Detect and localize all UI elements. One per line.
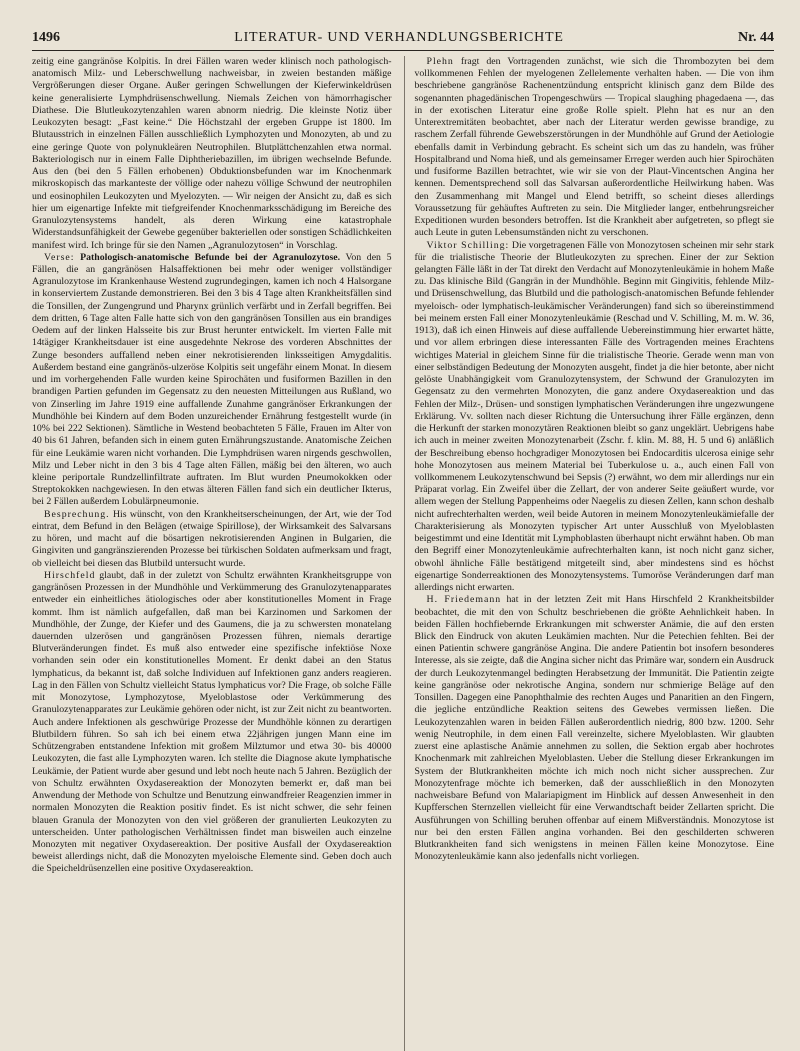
speaker-name: H. Friedemann bbox=[426, 594, 502, 606]
paragraph bbox=[32, 570, 392, 876]
paragraph bbox=[415, 56, 775, 240]
running-title: LITERATUR- UND VERHANDLUNGSBERICHTE bbox=[234, 30, 564, 45]
paragraph-text: Die vorgetragenen Fälle von Monozytosen scheinen mir sehr stark für die trialistische Theorie der Blutleukozyten zu sprechen. Einer der zur Sektion gelangten Fälle läßt in der Tat direkt den Verdacht auf Monozytenleukämie in hohem Maße zu. Das klinische Bild (Gangrän in der Mundhöhle. Beginn mit Gingivitis, fehlende Milz- und Drüsenschwellung, das Blutbild und die pathologisch-anatomischen Befunde fehlender myeloisch- oder lymphatisch-leukämischer Veränderungen) fand sich so übereinstimmend bei meinem ersten Fall einer Monozytenleukämie (Reschad und V. Schilling, M. m. W. 36, 1913), daß ich einen Hinweis auf diese auffallende Uebereinstimmung hier erwartet hätte, und vor allem erbringen diese interessanten Fälle des Vortragenden meines Erachtens wichtiges Material in gleichem Sinne für die trialistische Theorie. Gerade wenn man von einer selbständigen Bedeutung der Monozyten ausgeht, findet ja die hier betonte, aber nicht gelöste Unabhängigkeit vom Granulozytensystem, der Schwund der Granulozyten im Gegensatz zu den vermehrten Monozyten, die ganz andere Oxydasereaktion und das Fehlen der Milz-, Drüsen- und sonstigen lymphatischen Veränderungen ihre ungezwungene Erklärung. Vv. sollten nach dieser Richtung die Untersuchung ihrer Fälle ergänzen, denn die Herkunft der starken monozytären Reaktionen bleibt so ganz ungeklärt. Uebrigens habe ich auch in meiner zweiten Monozytenarbeit (Zschr. f. klin. M. 88, H. 5 und 6) anläßlich der Beschreibung ebenso hochgradiger Monozytosen bei Endocarditis ulcerosa einige sehr hohe Monozytosen aus meinem Material bei Tuberkulose u. a., auch einen Fall von vollkommenem Leukozytenschwund bei Sepsis (?) erwähnt, wo dem mir allerdings nur ein Präparat vorlag. Ein Zweifel über die Zellart, der von anderer Seite geäußert wurde, vor allem wegen der Stellung Pappenheims oder Naegelis zu diesen Zellen, kann schon deshalb nicht aufrechterhalten werden, weil beide Autoren in meinem Monozytenleukämiefalle der Charakterisierung als Monozyten typischer Art unter Ausschluß von Myeloblasten beigestimmt und eine Identität mit Lymphoblasten überhaupt nicht erwähnt haben. Ob man den Begriff einer Monozytenleukämie aufrechterhalten kann, ist noch nicht ganz sicher, obwohl ähnliche Fälle bestätigend mitgeteilt sind, aber mindestens sind es höchst eigenartige Sonderreaktionen des Monozytensystems. Tumoröse Veränderungen darf man allerdings nicht erwarten. bbox=[414, 239, 774, 594]
page-header bbox=[32, 30, 774, 51]
paragraph-text: Von den 5 Fällen, die an gangränösen Halsaffektionen bei mehr oder weniger vollständiger Agranulozytose im Krankenhause Westend zugrundegingen, kamen ich noch 4 Halsorgane in konserviertem Zustande demonstrieren. Bei den 3 bis 4 Tage alten Krankheitsfällen sind die Tonsillen, der Zungengrund und Pharynx grünlich verfärbt und in Zerfall begriffen. Bei dem dritten, 6 Tage alten Falle hatte sich von den gangränösen Tonsillen aus ein brandiges Oedem auf der linken Halsseite bis zur Brust herunter entwickelt. Im vierten Falle mit 14tägiger Krankheitsdauer ist eine ausgedehnte Nekrose des vorderen Abschnittes der Zunge besonders auffallend neben einer nekrotisierenden linksseitigen Amygdalitis. Außerdem bestand eine gangränös-ulzeröse Kolpitis seit ungefähr einem Monat. In diesem und im vorhergehenden Falle wurden keine Spirochäten und fusiformen Bazillen in den brandigen Partien gefunden im Gegensatz zu den neuesten Mitteilungen aus Rußland, wo von Zinserling im Jahre 1919 eine auffallende Zunahme gangränöser Erkrankungen der Mundhöhle bei Kindern auf dem Boden unzureichender Ernährung festgestellt wurde (in 10% bei 222 Sektionen). Sämtliche in Westend beobachteten 5 Fälle, Frauen im Alter von 40 bis 61 Jahren, befanden sich in einem guten Ernährungszustande. Anatomische Zeichen für eine Leukämie waren nicht vorhanden. Die Lymphdrüsen waren nirgends geschwollen, Milz und Leber nicht in den 3 bis 4 Tage alten Fällen, mäßig bei den älteren, wo auch kleine periportale Rundzellinfiltrate auftraten. Im Blut wurden Pneumokokken oder Streptokokken nachgewiesen. In den etwas älteren Fällen fand sich ein deutlicher Ikterus, bei 2 Fällen außerdem Lobulärpneumonie. bbox=[32, 251, 392, 508]
issue-number: Nr. 44 bbox=[737, 30, 774, 45]
speaker-name: Viktor Schilling: bbox=[426, 239, 510, 251]
speaker-name: Hirschfeld bbox=[44, 569, 96, 581]
speaker-name: Verse: bbox=[44, 251, 75, 263]
paragraph bbox=[415, 594, 775, 863]
section-heading: Pathologisch-anatomische Befunde bei der Agranulozytose. bbox=[80, 251, 341, 263]
paragraph-text: hat in der letzten Zeit mit Hans Hirschfeld 2 Krankheitsbilder beobachtet, die mit den von Schultz beschriebenen die größte Aehnlichkeit haben. In beiden Fällen hochfiebernde Erkrankungen mit schwerster Anämie, die auf den ersten Blick den Eindruck von akuten Leukämien machten. Nur die Petechien fehlten. Bei der einen Patientin schwere gangränöse Angina. Die andere Patientin bot insofern besonderes Interesse, als sie zeigte, daß die Angina sicher nicht das Primäre war, sondern ein Ausdruck der durch Leukozytenmangel bedingten Herabsetzung der Immunität. Die Patientin zeigte keine gangränöse oder nekrotische Angina, sondern nur schmierige Beläge auf den Tonsillen. Dagegen eine Panophthalmie des rechten Auges und Panaritien an den Fingern, die jegliche entzündliche Reaktion seitens des Gewebes vermissen ließen. Die Leukozytenzahlen waren in beiden Fällen außerordentlich niedrig, 800 bzw. 1200. Sehr wenig Neutrophile, in dem einen Fall vereinzelte, sichere Myeloblasten. Wir glaubten zuerst eine aplastische Anämie annehmen zu sollen, die Sektion ergab aber hochrotes Knochenmark mit zahlreichen Myeloblasten. Ueber die Stellung dieser Erkrankungen im System der Blutkrankheiten möchte ich mich noch nicht sicher aussprechen. Zur Monozytenfrage möchte ich bemerken, daß der ausschließlich in den Monozyten nachweisbare Befund von Malariapigment im Hinblick auf dessen Anwesenheit in den Kupfferschen Sternzellen vielleicht für eine Verwandtschaft beider Zellarten spricht. Die Ausführungen von Schilling beruhen offenbar auf einem Mißverständnis. Monozytose ist nur bei den ersten Fällen angina vorhanden. Bei den geschilderten schweren Blutkrankheiten fand sich wenigstens in meinen Fällen keine Monozytose. Eine Monozytenleukämie kann also jedenfalls nicht vorliegen. bbox=[414, 594, 774, 863]
two-column-body bbox=[32, 56, 774, 1051]
paragraph-text: glaubt, daß in der zuletzt von Schultz erwähnten Krankheitsgruppe von gangränösen Prozessen in der Mundhöhle und Verkümmerung des Granulozytenapparates entweder ein einheitliches ätiologisches oder aber konstitutionelles Moment in Frage kommt. Ihm ist nämlich aufgefallen, daß man bei Karzinomen und Sarkomen der Mundhöhle, der Zunge, der Kiefer und des Gaumens, die ja zu schwersten monatelang dauernden ulzerösen und gangränösen Prozessen führen, niemals derartige Blutveränderungen findet. Es muß also entweder eine spezifische infektiöse Noxe vorhanden sein oder ein konstitutionelles Moment. Er denkt dabei an den Status lymphaticus, da bekannt ist, daß solche Individuen auf Infektionen ganz anders reagieren. Lag in den Fällen von Schultz vielleicht Status lymphaticus vor? Die Frage, ob solche Fälle mit Monozytose, Lymphozytose, Myeloblastose oder Verkümmerung des Granulozytenapparates zur Leukämie gehören oder nicht, ist zur Zeit nicht zu beantworten. Auch andere Infektionen als geschwürige Prozesse der Mundhöhle können zu derartigen Blutbildern führen. So sah ich bei einem etwa 22jährigen jungen Mann eine im Schützengraben entstandene Infektion mit großem Milztumor und etwa 30- bis 40000 Leukozyten, die fast alle Lymphozyten waren. Ich stellte die Diagnose akute lymphatische Leukämie, der Patient wurde aber gesund und lebt noch heute nach 5 Jahren. Bezüglich der von Schultz erwähnten Oxydasereaktion der Monozyten bemerkt er, daß man bei Anwendung der Methode von Schultze und Benutzung einwandfreier Reagenzien immer in normalen Monozyten die Reaktion positiv findet. Es ist nicht schwer, die sehr feinen blauen Granula der Monozyten von den viel größeren der granulierten Leukozyten zu unterscheiden. Unter pathologischen Verhältnissen findet man bisweilen auch einzelne Monozyten mit negativer Oxydasereaktion. Der positive Ausfall der Oxydasereaktion beweist allerdings nicht, daß die Monozyten myeloische Elemente sind. Geben doch auch die Speicheldrüsenzellen eine positive Oxydasereaktion. bbox=[32, 569, 392, 875]
paragraph bbox=[32, 252, 392, 509]
paragraph bbox=[415, 240, 775, 595]
speaker-name: Plehn bbox=[426, 56, 454, 67]
paragraph-text: fragt den Vortragenden zunächst, wie sich die Thrombozyten bei dem vollkommenen Fehlen der myelogenen Zellelemente verhalten haben. — Die von ihm beschriebene gangränöse Rachenentzündung entspricht klinisch ganz dem Bilde des sogenannten phagedänischen Tropengeschwürs — Tropical slaughing phagedaena —, das in der exotischen Literatur eine große Rolle spielt. Plehn hat es nur an den Unterextremitäten beobachtet, aber nach der Literatur werden gewisse brandige, zu raschem Zerfall führende Gewebszerstörungen in der Mundhöhle auf Grund der Aetiologie ebenfalls damit in Verbindung gebracht. Es scheint sich um das zu handeln, was früher Hospitalbrand und Noma hieß, und als gemeinsamer Erreger werden auch hier Spirochäten und fusiforme Bazillen betrachtet, wie wir sie von der Plaut-Vincentschen Angina her kennen. Dementsprechend soll das Salvarsan außerordentliche Heilwirkung haben. Was den Zusammenhang mit Mangel und Elend betrifft, so scheint dieses allerdings Voraussetzung für gehäuftes Auftreten zu sein. Die Mitglieder langer, entbehrungsreicher Expeditionen wurden besonders betroffen. Ist die Krankheit aber aufgetreten, so pflegt sie auch Leute in guten Lebensumständen nicht zu verschonen. bbox=[414, 56, 774, 239]
paragraph bbox=[32, 509, 392, 570]
paragraph: zeitig eine gangränöse Kolpitis. In drei Fällen waren weder klinisch noch pathologisch-anatomisch Milz- und Leberschwellung nachweisbar, in zweien bestanden mäßige Vergrößerungen dieser Organe. Außer geringen Schwellungen der Kieferwinkeldrüsen keine generalisierte Lymphdrüsenschwellung. Niemals Zeichen von hämorrhagischer Diathese. Die Blutleukozytenzahlen waren abnorm niedrig. Die kleinste Notiz über Leukozyten besagt: „Fast keine.“ Die Höchstzahl der ergeben Gruppe ist 1800. Im Blutausstrich in einzelnen Fällen ausschließlich Lymphozyten und Monozyten, ab und zu eine geringe Quote von polynukleären Neutrophilen. Blutplättchenzahlen etwa normal. Bakteriologisch nur in einem Falle Diphtheriebazillen, im übrigen wechselnde Befunde. Aus den (bei den 5 Fällen erhobenen) Obduktionsbefunden war im Knochenmark mikroskopisch das markanteste der völlige oder nahezu völlige Schwund der neutrophilen und eosinophilen Leukozyten und Myelozyten. — Wir neigen der Ansicht zu, daß es sich hier um eigenartige Infekte mit tiefgreifender Knochenmarksschädigung im Bereiche des Granulozytensystems handelt, als deren Wirkung eine katastrophale Widerstandsunfähigkeit der Gewebe gegenüber bakteriellen oder sonstigen Schädlichkeiten manifest wird. Ich bringe für sie den Namen „Agranulozytosen“ in Vorschlag. bbox=[32, 56, 392, 251]
right-column bbox=[404, 56, 775, 1051]
page-number: 1496 bbox=[32, 30, 60, 45]
speaker-name: Besprechung. bbox=[44, 508, 110, 520]
paragraph-text: His wünscht, von den Krankheitserscheinungen, der Art, wie der Tod eintrat, dem Befund in den Belägen (etwaige Spirillose), der Wirksamkeit des Salvarsans zu hören, und macht auf die bösartigen nekrotisierenden Anginen in Bulgarien, die Gingiviten und gangränszierenden Prozesse bei türkischen Soldaten aufmerksam und fragt, ob vielleicht bei diesen das Blutbild untersucht wurde. bbox=[32, 508, 392, 569]
left-column bbox=[32, 56, 392, 1051]
